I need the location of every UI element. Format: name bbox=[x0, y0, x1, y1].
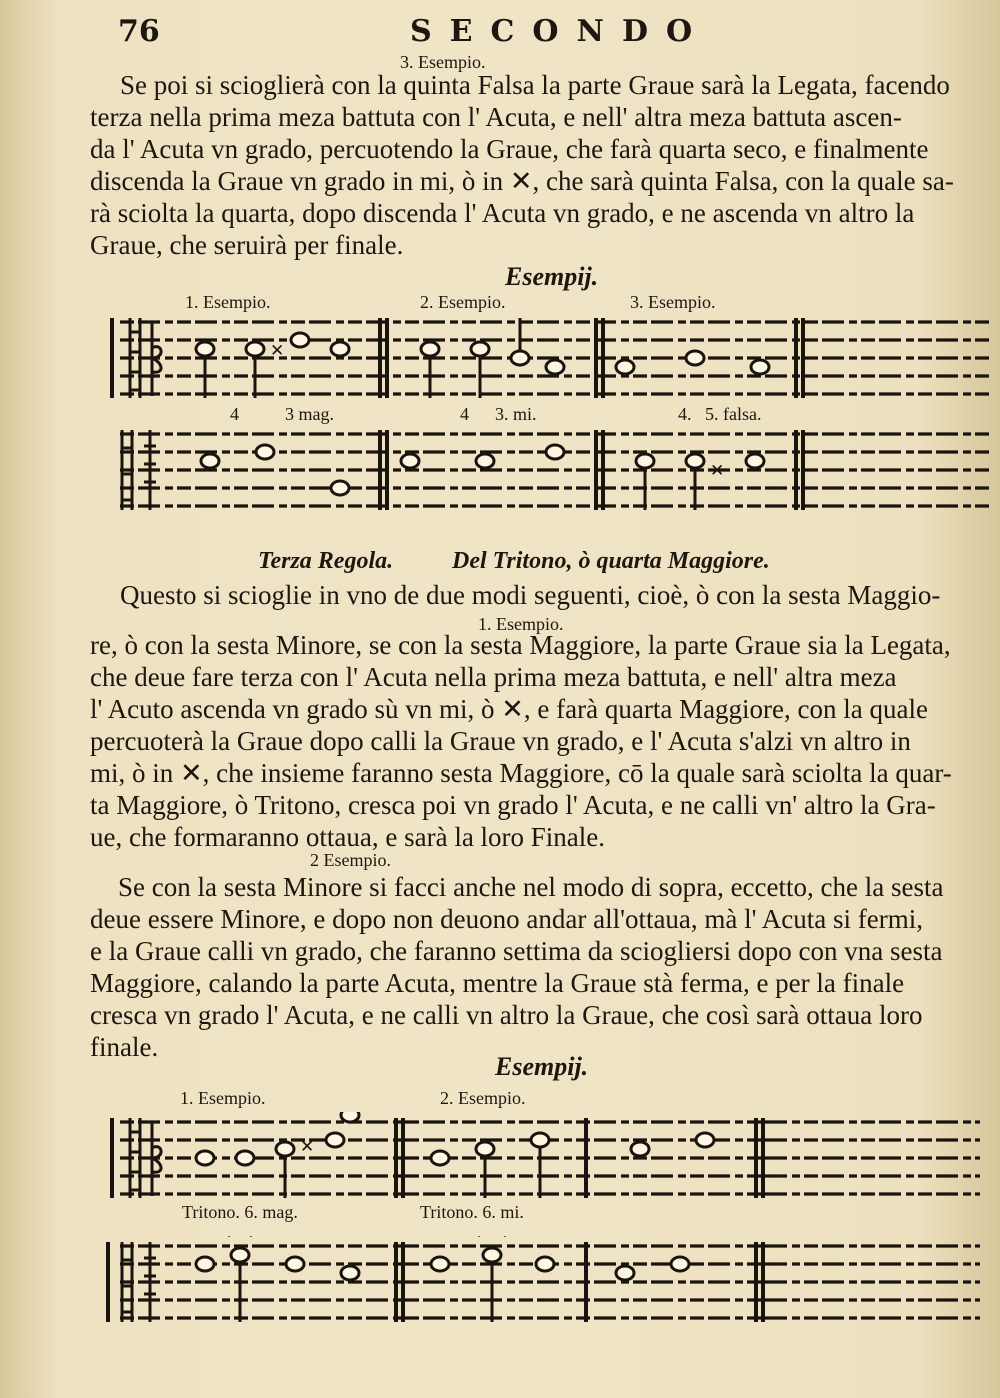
example-label: 2. Esempio. bbox=[440, 1088, 526, 1108]
interval-caption: 3 mag. bbox=[285, 404, 334, 424]
music-staff-upper-2 bbox=[100, 1112, 980, 1204]
example-label: 1. Esempio. bbox=[185, 292, 271, 312]
interval-caption: 4 bbox=[460, 404, 469, 424]
text-line: Graue, che seruirà per finale. bbox=[90, 230, 404, 260]
example-label: 2. Esempio. bbox=[420, 292, 506, 312]
example-label: 1. Esempio. bbox=[180, 1088, 266, 1108]
music-staff-lower-1 bbox=[100, 424, 990, 516]
interval-caption: 4. bbox=[678, 404, 692, 424]
example-caption: 2 Esempio. bbox=[310, 850, 391, 870]
interval-caption: 3. mi. bbox=[495, 404, 537, 424]
example-label: 3. Esempio. bbox=[630, 292, 716, 312]
text-line: finale. bbox=[90, 1032, 159, 1062]
text-line: percuoterà la Graue dopo calli la Graue vn grado, e l' Acuta s'alzi vn altro in bbox=[90, 726, 911, 756]
interval-caption: 4 bbox=[230, 404, 239, 424]
text-line: deue essere Minore, e dopo non deuono andar all'ottaua, mà l' Acuta si fermi, bbox=[90, 904, 923, 934]
text-line: l' Acuto ascenda vn grado sù vn mi, ò ✕, e farà quarta Maggiore, con la quale bbox=[90, 694, 928, 724]
interval-caption: Tritono. 6. mag. bbox=[182, 1202, 298, 1222]
interval-caption: Tritono. 6. mi. bbox=[420, 1202, 524, 1222]
text-line: ta Maggiore, ò Tritono, cresca poi vn grado l' Acuta, e ne calli vn' altro la Gra- bbox=[90, 790, 936, 820]
text-line: Questo si scioglie in vno de due modi seguenti, cioè, ò con la sesta Maggio- bbox=[120, 580, 941, 610]
page-number: 76 bbox=[118, 14, 160, 49]
music-staff-lower-2 bbox=[100, 1236, 980, 1328]
text-line: mi, ò in ✕, che insieme faranno sesta Maggiore, cō la quale sarà sciolta la quar- bbox=[90, 758, 952, 788]
music-staff-upper-1 bbox=[100, 312, 990, 404]
running-title: SECONDO bbox=[410, 14, 711, 49]
text-line: ue, che formaranno ottaua, e sarà la loro Finale. bbox=[90, 822, 606, 852]
text-line: discenda la Graue vn grado in mi, ò in ✕, che sarà quinta Falsa, con la quale sa- bbox=[90, 166, 954, 196]
text-line: Se poi si scioglierà con la quinta Falsa la parte Graue sarà la Legata, facendo bbox=[120, 70, 950, 100]
examples-heading: Esempij. bbox=[505, 262, 599, 291]
interval-caption: 5. falsa. bbox=[705, 404, 762, 424]
section-heading-title: Del Tritono, ò quarta Maggiore. bbox=[452, 548, 770, 574]
example-caption-3: 3. Esempio. bbox=[400, 52, 486, 72]
text-line: cresca vn grado l' Acuta, e ne calli vn altro la Graue, che così sarà ottaua loro bbox=[90, 1000, 923, 1030]
text-line: da l' Acuta vn grado, percuotendo la Graue, che farà quarta seco, e finalmente bbox=[90, 134, 929, 164]
text-line: re, ò con la sesta Minore, se con la sesta Maggiore, la parte Graue sia la Legata, bbox=[90, 630, 951, 660]
text-line: Maggiore, calando la parte Acuta, mentre la Graue stà ferma, e per la finale bbox=[90, 968, 905, 998]
example-caption: 1. Esempio. bbox=[478, 614, 564, 634]
text-line: e la Graue calli vn grado, che faranno settima da sciogliersi dopo con vna sesta bbox=[90, 936, 943, 966]
text-line: terza nella prima meza battuta con l' Acuta, e nell' altra meza battuta ascen- bbox=[90, 102, 902, 132]
text-line: che deue fare terza con l' Acuta nella prima meza battuta, e nell' altra meza bbox=[90, 662, 897, 692]
svg-text:✕: ✕ bbox=[300, 1137, 315, 1156]
svg-text:✕: ✕ bbox=[710, 461, 725, 480]
svg-text:✕: ✕ bbox=[270, 341, 285, 360]
text-line: Se con la sesta Minore si facci anche nel modo di sopra, eccetto, che la sesta bbox=[118, 872, 944, 902]
text-line: rà sciolta la quarta, dopo discenda l' Acuta vn grado, e ne ascenda vn altro la bbox=[90, 198, 915, 228]
section-heading-rule: Terza Regola. bbox=[258, 548, 394, 574]
examples-heading-2: Esempij. bbox=[495, 1052, 589, 1081]
